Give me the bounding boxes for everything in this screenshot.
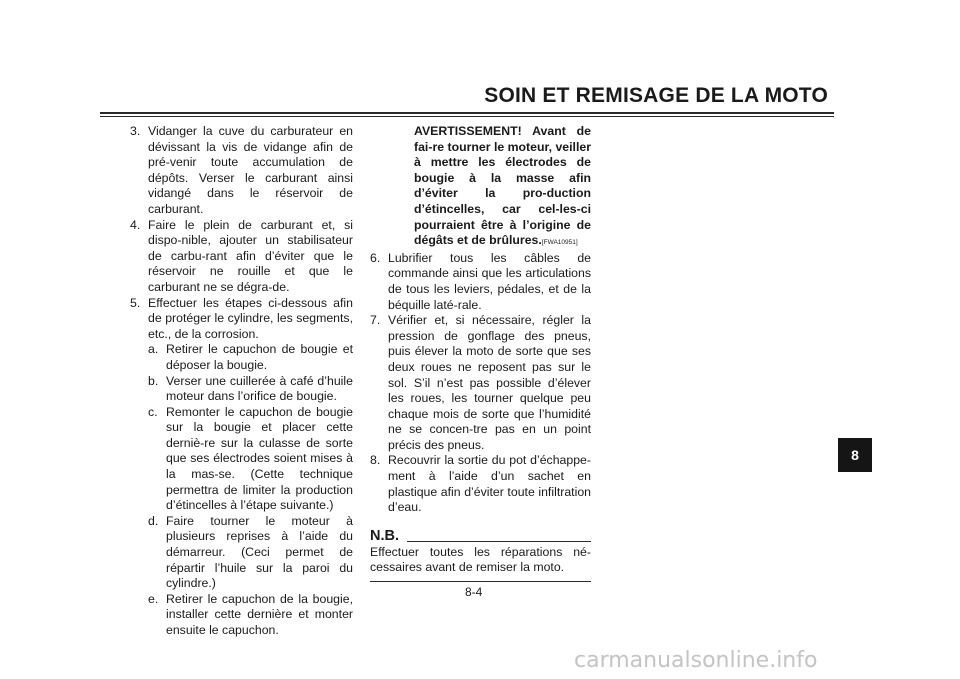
note-block (370, 529, 591, 582)
chapter-tab-label: 8 (851, 447, 859, 463)
sub-item-text: Verser une cuillerée à café d’huile moteur dans l’orifice de bougie. (166, 373, 353, 404)
item-number: 8. (370, 453, 381, 468)
item-number: 4. (130, 217, 141, 232)
note-header (370, 529, 591, 544)
item-text: Lubrifier tous les câbles de commande ainsi que les articulations de tous les leviers, pédales, et de la béquille laté-rale. (388, 250, 591, 312)
sub-list-item (130, 374, 353, 405)
sub-list-item (130, 342, 353, 373)
sub-list-item (130, 405, 353, 514)
list-item (370, 251, 591, 313)
warning-reference: [FWA10951] (541, 239, 578, 247)
item-number: 3. (130, 124, 141, 138)
list-item (370, 313, 591, 453)
warning-block (370, 124, 591, 251)
list-item (370, 453, 591, 515)
page-number: 8-4 (465, 585, 483, 599)
sub-list-item (130, 592, 353, 639)
item-number: 5. (130, 295, 141, 310)
sub-item-letter: e. (148, 591, 159, 606)
header-rule (100, 112, 834, 114)
list-item (130, 124, 353, 218)
item-number: 6. (370, 250, 381, 265)
right-column (370, 124, 591, 582)
page-title: SOIN ET REMISAGE DE LA MOTO (484, 84, 828, 107)
item-number: 7. (370, 313, 381, 328)
sub-list-item (130, 514, 353, 592)
item-text: Recouvrir la sortie du pot d’échappe-ment à l’aide d’un sachet en plastique afin d’éviter toute infiltration d’eau. (388, 453, 591, 515)
item-text: Vidanger la cuve du carburateur en dévissant la vis de vidange afin de pré-venir toute accumulation de dépôts. Verser le carburant ainsi vidangé dans le réservoir de carburant. (148, 124, 353, 216)
header-rule-thin (100, 116, 834, 117)
warning-text: AVERTISSEMENT! Avant de fai-re tourner le moteur, veiller à mettre les électrodes de bougie à la masse afin d’éviter la pro-duction d’étincelles, car cel-les-ci pourraient être à l’origine de dégâts et de brûlures. (414, 124, 591, 248)
sub-item-text: Retirer le capuchon de bougie et déposer la bougie. (166, 342, 353, 372)
note-end-rule (370, 581, 591, 582)
note-label: N.B. (370, 527, 399, 544)
sub-item-letter: b. (148, 373, 159, 388)
sub-item-text: Remonter le capuchon de bougie sur la bougie et placer cette derniè-re sur la culasse de sorte que ses électrodes soient mises à la mas-se. (Cette technique permettra de limiter la production d’étincelles à l’étape suivante.) (166, 404, 353, 513)
sub-item-letter: d. (148, 513, 159, 528)
watermark: carmanualsonline.info (574, 648, 818, 673)
note-header-rule (407, 541, 591, 542)
sub-item-text: Faire tourner le moteur à plusieurs reprises à l’aide du démarreur. (Ceci permet de répartir l’huile sur la paroi du cylindre.) (166, 513, 353, 591)
sub-item-letter: c. (148, 404, 158, 419)
left-column (130, 124, 353, 639)
item-text: Vérifier et, si nécessaire, régler la pression de gonflage des pneus, puis élever la moto de sorte que ses deux roues ne reposent pas sur le sol. S’il n’est pas possible d’élever les roues, les tourner quelque peu chaque mois de sorte que l’humidité ne se concen-tre pas en un point précis des pneus. (388, 313, 591, 452)
sub-item-letter: a. (148, 342, 159, 357)
item-text: Effectuer les étapes ci-dessous afin de protéger le cylindre, les segments, etc., de la corrosion. (148, 295, 353, 341)
note-text: Effectuer toutes les réparations né-cessaires avant de remiser la moto. (370, 544, 591, 575)
sub-item-text: Retirer le capuchon de la bougie, installer cette dernière et monter ensuite le capuchon. (166, 591, 353, 637)
list-item (130, 218, 353, 296)
chapter-tab (838, 438, 872, 472)
list-item (130, 296, 353, 343)
item-text: Faire le plein de carburant et, si dispo-nible, ajouter un stabilisateur de carbu-rant afin d’éviter que le réservoir ne rouille et que le carburant ne se dégra-de. (148, 217, 353, 294)
